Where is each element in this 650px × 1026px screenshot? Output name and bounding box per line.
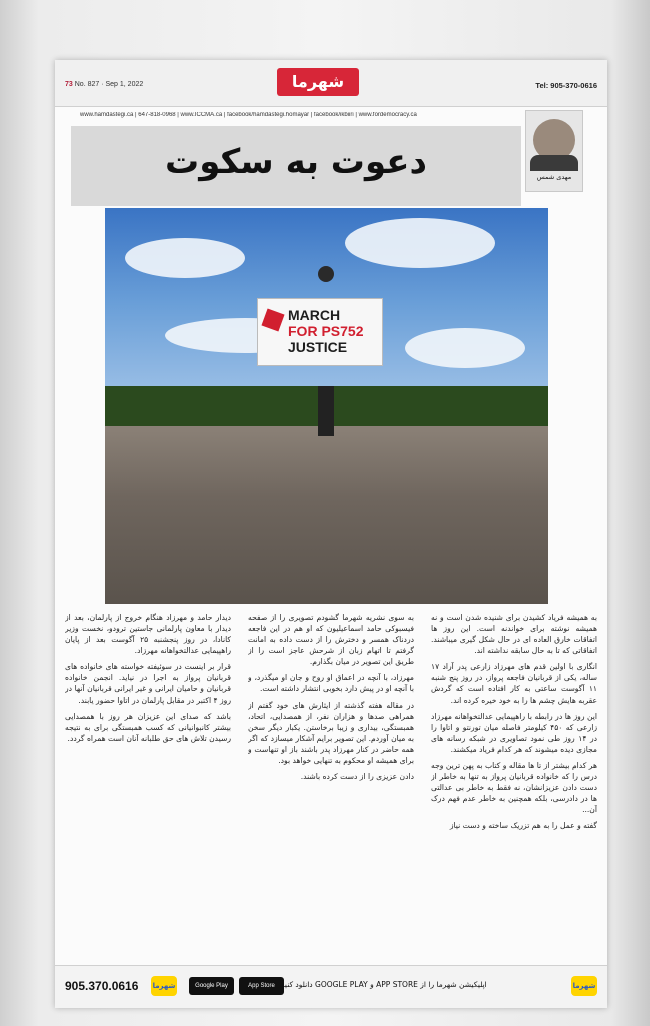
- sign-text-march: MARCH: [288, 307, 341, 323]
- sign-text-ps752: FOR PS752: [288, 323, 364, 339]
- app-store-badge[interactable]: App Store: [239, 977, 284, 995]
- issue-info: [65, 81, 143, 88]
- footer-bar: [55, 965, 607, 1008]
- app-logo-right: شهرما: [571, 976, 597, 996]
- issue-date: No. 827 · Sep 1, 2022: [74, 81, 144, 88]
- walker-head: [318, 266, 334, 282]
- paragraph: هر کدام بیشتر از تا ها مقاله و کتاب به پهن ترین وجه درس را که خانواده قربانیان پرواز به تنها به خاطر از دست دادن عزیزانشان، نه فقط به خاطر بی عدالتی ها در دادرسی، بلکه همچنین به خاطر عدم فهم درک آن...: [431, 760, 597, 815]
- cloud: [125, 238, 245, 278]
- paragraph: به همیشه فریاد کشیدن برای شنیده شدن است و نه همیشه نوشته برای خواندنه است. این روز ها اتفاقات خارق العاده ای در حال شکل گیری میباشند. اتفاقاتی که تا به حال سابقه نداشته اند.: [431, 613, 597, 656]
- sign-text-justice: JUSTICE: [288, 339, 348, 355]
- author-box: [525, 110, 583, 192]
- title-band: [71, 126, 521, 206]
- article-body: [65, 612, 597, 930]
- walker-legs: [318, 386, 334, 436]
- sign-emblem: [261, 308, 284, 331]
- cloud: [345, 218, 495, 268]
- article-title: دعوت به سکوت: [165, 142, 427, 182]
- magazine-page: [55, 60, 607, 1008]
- header-tel: Tel: 905-370-0616: [535, 81, 597, 90]
- photo-road: [105, 426, 548, 604]
- footer-phone: 905.370.0616: [65, 979, 139, 993]
- column-left: [65, 612, 231, 930]
- article-photo: [105, 208, 548, 604]
- google-play-badge[interactable]: Google Play: [189, 977, 234, 995]
- column-middle: [248, 612, 414, 930]
- paragraph: این روز ها در رابطه با راهپیمایی عدالتخواهانه مهرزاد زارعی که ۴۵۰ کیلومتر فاصله میان تورنتو و اتاوا را در ۱۴ روز طی نمود تصاویری در شبکه رسانه های مجازی دیده میشوند که هر کدام فریاد میکشند.: [431, 711, 597, 754]
- paragraph: در مقاله هفته گذشته از ایثارش های خود گفتم از همراهی صدها و هزاران نفر، از همصدایی، اتحاد، همبستگی، بیداری و زیبا برخاستن. یکبار دیگر سخن به میان آوردم. این تصویر برایم آشکار میسازد که اگر همه حاضر در کنار مهرزاد پدر باشند باز او تنهاست و برای همیشه او محکوم به تنهایی خواهد بود.: [248, 700, 414, 765]
- paragraph: دیدار حامد و مهرزاد هنگام خروج از پارلمان، بعد از دیدار با معاون پارلمانی جاستین ترودو، نخست وزیر کانادا، در روز پنجشنبه ۲۵ آگوست بعد از پایان راهپیمایی عدالتخواهانه مهرزاد.: [65, 613, 231, 656]
- page-number: 73: [65, 81, 73, 88]
- brand-logo: شهرما: [277, 68, 359, 96]
- sponsor-links: www.hamdastegi.ca | 647-818-0968 | www.ICCMA.ca | facebook/hamdastegi.homayar | facebook/ikbiiri | www.fordemocracy.ca: [80, 112, 417, 118]
- author-shirt: [530, 155, 578, 171]
- paragraph: باشد که صدای این عزیزان هر روز با همصدایی بیشتر کانبوانیانی که کسب همبستگی برای به نتیجه رسیدن تلاش های حق طلبانه آنان است همراه گردد.: [65, 711, 231, 743]
- cloud: [405, 328, 525, 368]
- protest-sign: [257, 298, 383, 366]
- footer-promo: اپلیکیشن شهرما را از APP STORE و GOOGLE PLAY دانلود کنید: [281, 980, 487, 989]
- author-name: مهدی شمس: [536, 173, 572, 181]
- paragraph: گفته و عمل را به هم تزریک ساخته و دست نیاز: [449, 821, 597, 831]
- paragraph: مهرزاد، با آنچه در اعماق او روح و جان او میگذرد، و با آنچه او در پیش دارد بخوبی انتشار داشته است.: [248, 673, 414, 694]
- paragraph: قرار بر اینست در سوئیفته خواسته های خانواده های قربانیان پرواز به اجرا در نیاید. انجمن خانواده قربانیان و حامیان ایرانی و غیر ایرانی قربانیان آنها در روز ۴ اکتبر در مقابل پارلمان در اتاوا حضور یابند.: [65, 662, 231, 705]
- paragraph: به سوی نشریه شهرما گشودم تصویری را از صفحه فیسبوکی حامد اسماعیلیون که او هم در این فاجعه دردناک همسر و دخترش را از دست داده به امانت گرفتم تا اتهام زبان از شرحش عاجز است را از طریق این تصویر در میان بگذارم.: [248, 613, 414, 667]
- paragraph: انگاری با اولین قدم های مهرزاد زارعی پدر آراد ۱۷ ساله، یکی از قربانیان فاجعه پرواز، در روز پنج شنبه ۱۱ آگوست ساعتی به کار افتاده است که گردش عقربه هایش چشم ها را به خود خیره کرده اند.: [431, 662, 597, 705]
- column-right: [431, 612, 597, 930]
- app-logo-left: شهرما: [151, 976, 177, 996]
- header-strip: [55, 60, 607, 107]
- paragraph: دادن عزیزی را از دست کرده باشند.: [300, 772, 414, 782]
